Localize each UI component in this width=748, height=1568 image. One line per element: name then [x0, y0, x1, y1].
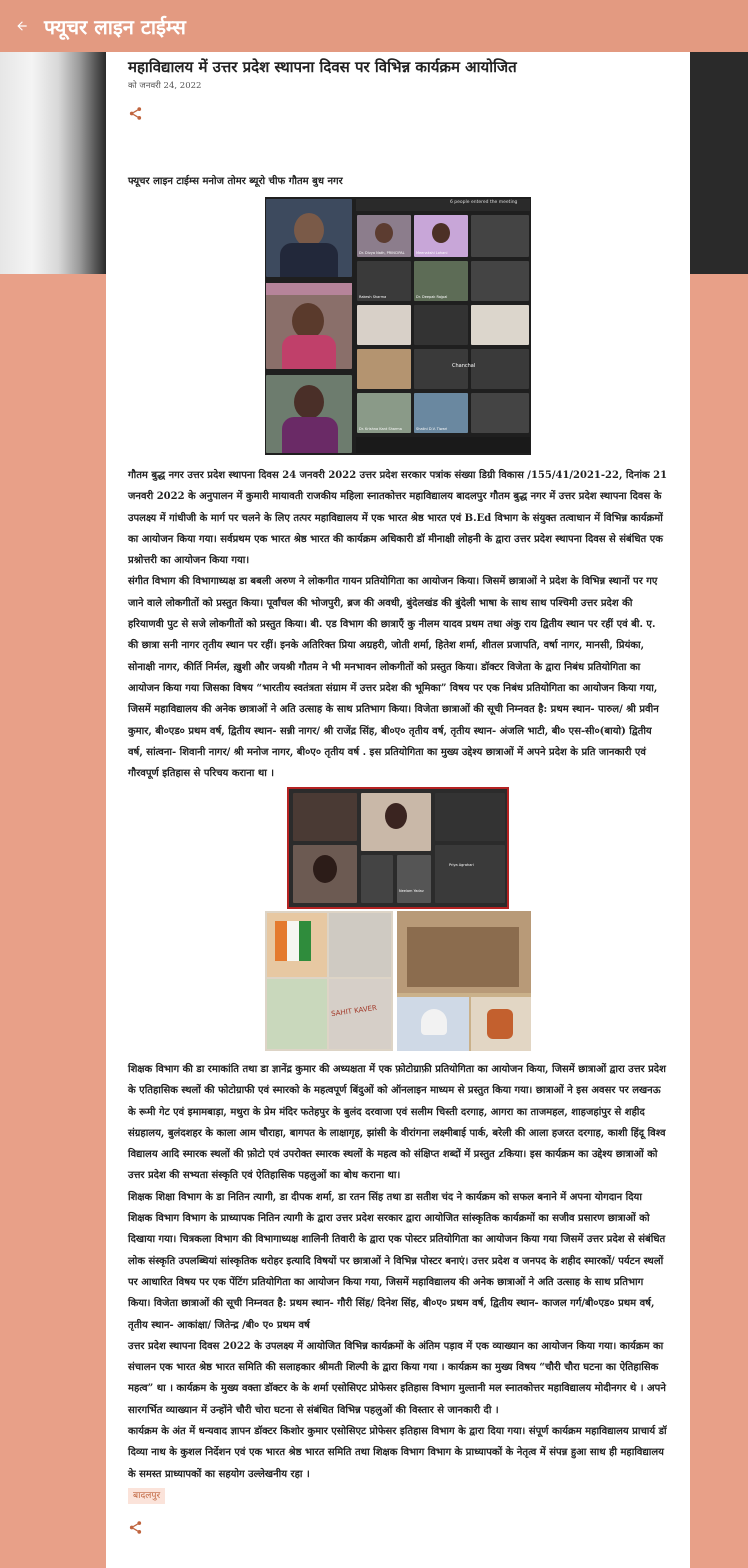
- tile-name: Shalini D.V. Tiwari: [416, 427, 448, 431]
- site-title[interactable]: फ्यूचर लाइन टाईम्स: [44, 14, 186, 39]
- meeting-tile: [357, 349, 411, 389]
- arrow-back-icon: [15, 19, 29, 33]
- collage-image[interactable]: [265, 787, 531, 1051]
- post-paragraph: उत्तर प्रदेश स्थापना दिवस 2022 के उपलक्ष्य में आयोजित विभिन्न कार्यक्रमों के अंतिम पड़ाव में एक व्याख्यान का आयोजन किया गया। कार्यक्रम का संचालन एक भारत श्रेष्ठ भारत समिति की सलाहकार श्रीमती शिल्पी के द्वारा किया गया । कार्यक्रम का मुख्य विषय “चौरी चौरा घटना का ऐतिहासिक महत्व” था । कार्यक्रम के मुख्य वक्ता डॉक्टर के के शर्मा एसोसिएट प्रोफेसर इतिहास विभाग मुल्तानी मल स्नातकोत्तर महाविद्यालय मोदीनगर थे । अपने सारगर्भित व्याख्यान में उन्होंने चौरी चोरा घटना से संबंधित विभिन्न पहलुओं की विस्तार से जानकारी दी ।: [128, 1340, 666, 1416]
- meeting-tile: [471, 393, 529, 433]
- tile-name: Dr. Deepak Rajpal: [416, 295, 448, 299]
- post-paragraph: संगीत विभाग की विभागाध्यक्ष डा बबली अरुण ने लोकगीत गायन प्रतियोगिता का आयोजन किया। जिसमें छात्राओं ने प्रदेश के विभिन्न स्थानों पर गए जाने वाले लोकगीतों को प्रस्तुत किया। पूर्वांचल की भोजपुरी, ब्रज की अवधी, बुंदेलखंड की बुंदेली भाषा के साथ साथ पश्चिमी उत्तर प्रदेश की हरियाणवी पुट से सजे लोकगीतों को प्रस्तुत किया। बी. एड विभाग की छात्राएँ कु नीलम यादव प्रथम तथा अंकु राय द्वितीय स्थान पर रहीं एवं बी. ए. की छात्रा सनी नागर तृतीय स्थान पर रहीं। इनके अतिरिक्त प्रिया अग्रहरी, जोती शर्मा, हितेश शर्मा, शीतल प्रजापति, वर्षा नागर, मानसी, प्रियंका, सोनाक्षी नागर, कीर्ति निर्मल, ख़ुशी और जयश्री गौतम ने भी मनभावन लोकगीतों को प्रस्तुत किया। डॉक्टर विजेता के द्वारा निबंध प्रतियोगिता का आयोजन किया गया जिसका विषय “भारतीय स्वतंत्रता संग्राम में उत्तर प्रदेश की भूमिका” विषय पर एक निबंध प्रतियोगिता का आयोजन किया गया, जिसमें महाविद्यालय की अनेक छात्राओं ने अति उत्साह के साथ प्रतिभाग किया। विजेता छात्राओं की सूची निम्नवत है: प्रथम स्थान- पारुल/ श्री प्रवीन कुमार, बी०एड० प्रथम वर्ष, द्वितीय स्थान- सन्नी नागर/ श्री राजेंद्र सिंह, बी०ए० तृतीय वर्ष, तृतीय स्थान- अंजलि भाटी, बी० एस-सी०(बायो) द्वितीय वर्ष, सांत्वना- शिवानी नागर/ श्री मनोज नागर, बी०ए० तृतीय वर्ष . इस प्रतियोगिता का मुख्य उद्देश्य छात्राओं में अपने प्रदेश के प्रति जानकारी एवं गौरवपूर्ण इतिहास से परिचय कराना था ।: [128, 576, 659, 780]
- back-button[interactable]: [0, 0, 44, 52]
- meeting-overlay-text: 6 people entered the meeting: [450, 200, 518, 205]
- meeting-tile: [361, 855, 393, 903]
- tile-name: Dr. Divya Nath, PRINCIPAL: [359, 251, 405, 255]
- meeting-tile: [435, 793, 505, 841]
- meeting-controls-bar: [356, 437, 530, 453]
- tile-name: Rakesh Sharma: [359, 295, 387, 299]
- meeting-tile: [293, 845, 357, 903]
- post-body-section-1: [128, 465, 668, 784]
- post-label-chip[interactable]: बादलपुर: [128, 1488, 165, 1504]
- meeting-tile: [357, 305, 411, 345]
- video-tile-speaker: [266, 199, 352, 277]
- post-date[interactable]: को जनवरी 24, 2022: [128, 81, 202, 91]
- share-icon[interactable]: [128, 106, 143, 125]
- blog-post: [106, 52, 690, 1568]
- meeting-tile: [397, 855, 431, 903]
- meeting-tile: [293, 793, 357, 841]
- header-background-image-left: [0, 52, 106, 274]
- meeting-tile: [471, 305, 529, 345]
- tile-name: Meenakshi Lohani: [416, 251, 448, 255]
- meeting-tile: [414, 349, 468, 389]
- meeting-tile: [435, 845, 505, 903]
- meeting-tile: [471, 215, 529, 257]
- meeting-tile: [361, 793, 431, 851]
- tile-name: Neelam Yadav: [399, 889, 424, 893]
- video-tile-woman-2: [266, 375, 352, 453]
- post-paragraph: कार्यक्रम के अंत में धन्यवाद ज्ञापन डॉक्टर किशोर कुमार एसोसिएट प्रोफेसर इतिहास विभाग के द्वारा दिया गया। संपूर्ण कार्यक्रम महाविद्यालय प्राचार्य डॉ दिव्या नाथ के कुशल निर्देशन एवं एक भारत श्रेष्ठ भारत समिति तथा शिक्षक विभाग विभाग के प्राध्यापकों के नेतृत्व में संपन्न हुआ साथ ही महाविद्यालय के समस्त प्राध्यापकों का सहयोग उल्लेखनीय रहा ।: [128, 1426, 667, 1480]
- painting-right: [397, 911, 531, 1051]
- meeting-screenshot-image[interactable]: [265, 197, 531, 455]
- tile-name: Dr. Krishna Kant Sharma: [359, 427, 402, 431]
- post-paragraph: शिक्षक विभाग की डा रमाकांति तथा डा ज्ञानेंद्र कुमार की अध्यक्षता में एक फ़ोटोग्राफ़ी प्रतियोगिता का आयोजन किया, जिसमें छात्राओं द्वारा उत्तर प्रदेश के एतिहासिक स्थलों की फोटोग्राफी एवं स्मारको के महत्वपूर्ण बिंदुओं को ऑनलाइन माध्यम से प्रस्तुत किया गया। छात्राओं ने इस अवसर पर लखनऊ के रूमी गेट एवं इमामबाड़ा, मथुरा के प्रेम मंदिर फतेहपुर के बुलंद दरवाजा एवं सलीम चिस्ती दरगाह, आगरा का ताजमहल, शाहजहांपुर से शहीद संग्रहालय, बुलंदशहर के काला आम चौराहा, बागपत के लाक्षागृह, झांसी के वीरांगना लक्ष्मीबाई पार्क, बरेली की आला हजरत दरगाह, काशी हिंदू विश्व विद्यालय आदि स्मारक स्थलों की फ़ोटो एवं उपरोक्त स्मारक स्थलों के महत्व को संक्षिप्त शब्दों में प्रस्तुत zकिया। इस कार्यक्रम का उद्देश्य छात्राओं को उत्तर प्रदेश की सभ्यता संस्कृति एवं ऐतिहासिक पहलुओं का बोध कराना था।: [128, 1064, 666, 1182]
- meeting-tile: [414, 305, 468, 345]
- post-paragraph: शिक्षक शिक्षा विभाग के डा नितिन त्यागी, डा दीपक शर्मा, डा रतन सिंह तथा डा सतीश चंद ने कार्यक्रम को सफल बनाने में अपना योगदान दिया शिक्षक विभाग विभाग के प्राध्यापक नितिन त्यागी के द्वारा उत्तर प्रदेश सरकार द्वारा आयोजित सांस्कृतिक कार्यक्रमों का सजीव प्रसारण छात्राओं को दिखाया गया। चित्रकला विभाग की विभागाध्यक्ष शालिनी तिवारी के द्वारा एक पोस्टर प्रतियोगिता का आयोजन किया गया जिसमें उत्तर प्रदेश से संबंधित लोक संस्कृति उपलब्धियां सांस्कृतिक धरोहर इत्यादि विषयों पर छात्राओं ने विभिन्न पोस्टर बनाएं। उत्तर प्रदेश व जनपद के शहीद स्मारकों/ पर्यटन स्थलों पर आधारित विषय पर एक पेंटिंग प्रतियोगिता का आयोजन किया गया, जिसमें महाविद्यालय की अनेक छात्राओं ने अति उत्साह के साथ प्रतिभाग किया। विजेता छात्राओं की सूची निम्नवत है: प्रथम स्थान- गौरी सिंह/ दिनेश सिंह, बी०ए० प्रथम वर्ष, द्वितीय स्थान- काजल गर्ग/बी०एड० प्रथम वर्ष, तृतीय स्थान- आकांक्षा/ जितेन्द्र /बी० ए० प्रथम वर्ष: [128, 1191, 666, 1331]
- painting-left: [265, 911, 393, 1051]
- post-paragraph: गौतम बुद्ध नगर उत्तर प्रदेश स्थापना दिवस 24 जनवरी 2022 उत्तर प्रदेश सरकार पत्रांक संख्या डिग्री विकास /155/41/2021-22, दिनांक 21 जनवरी 2022 के अनुपालन में कुमारी मायावती राजकीय महिला स्नातकोत्तर महाविद्यालय बादलपुर गौतम बुद्ध नगर में उत्तर प्रदेश स्थापना दिवस के उपलक्ष्य में गांधीजी के मार्ग पर चलने के लिए तत्पर महाविद्यालय में एक भारत श्रेष्ठ भारत एवं B.Ed विभाग के संयुक्त तत्वाधान में विभिन्न कार्यक्रमों का आयोजन किया गया। सर्वप्रथम एक भारत श्रेष्ठ भारत की कार्यक्रम अधिकारी डॉ मीनाक्षी लोहनी के द्वारा उत्तर प्रदेश स्थापना दिवस से संबंधित एक प्रश्नोत्तरी का आयोजन किया गया।: [128, 470, 668, 567]
- meeting-tile: [471, 349, 529, 389]
- tile-name: Priya Agrahari: [449, 863, 474, 867]
- meeting-tile: [471, 261, 529, 301]
- share-icon-bottom[interactable]: [128, 1520, 143, 1539]
- post-byline: फ्यूचर लाइन टाईम्स मनोज तोमर ब्यूरो चीफ गौतम बुध नगर: [128, 176, 343, 187]
- tile-name: Chanchal: [452, 363, 476, 369]
- header-background-image-right: [690, 52, 748, 274]
- meeting-screenshot-2: [287, 787, 509, 909]
- poster-caption: SAHIT KAVER: [330, 1003, 378, 1019]
- video-tile-woman-1: [266, 283, 352, 369]
- post-body-section-2: [128, 1059, 668, 1485]
- top-app-bar: [0, 0, 748, 52]
- post-title[interactable]: महाविद्यालय में उत्तर प्रदेश स्थापना दिवस पर विभिन्न कार्यक्रम आयोजित: [128, 58, 517, 76]
